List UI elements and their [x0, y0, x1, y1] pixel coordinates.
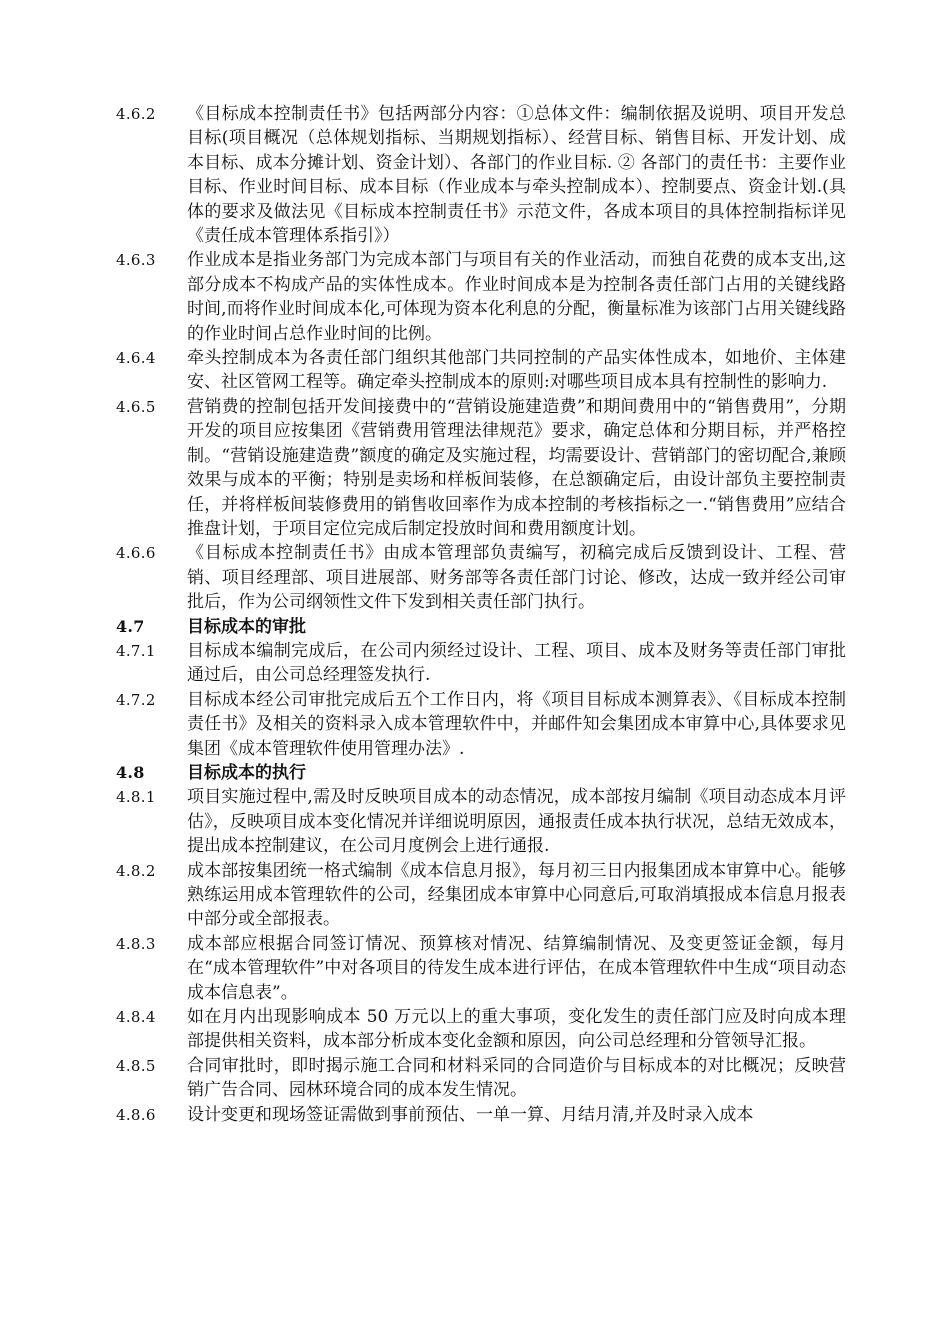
- clause-number: 4.7.1: [116, 641, 156, 660]
- clause-text: 合同审批时，即时揭示施工合同和材料采同的合同造价与目标成本的对比概况；反映营销广告合同、园林环境合同的成本发生情况。: [187, 1055, 846, 1101]
- section-number: 4.7: [116, 616, 145, 636]
- clause-text: 《目标成本控制责任书》包括两部分内容：①总体文件：编制依据及说明、项目开发总目标(项目概况（总体规划指标、当期规划指标）、经营目标、销售目标、开发计划、成本目标、成本分摊计划、资金计划）、各部门的作业目标. ② 各部门的责任书：主要作业目标、作业时间目标、成本目标（作业成本与牵头控制成本）、控制要点、资金计划.(具体的要求及做法见《目标成本控制责任书》示范文件，各成本项目的具体控制指标详见《责任成本管理体系指引》）: [187, 104, 846, 247]
- section-heading-4-8: [116, 761, 846, 785]
- clause-number: 4.8.4: [116, 1008, 156, 1027]
- section-number: 4.8: [116, 762, 145, 782]
- clause-text: 牵头控制成本为各责任部门组织其他部门共同控制的产品实体性成本，如地价、主体建安、社区管网工程等。确定牵头控制成本的原则:对哪些项目成本具有控制性的影响力.: [187, 348, 846, 393]
- clause-text: 作业成本是指业务部门为完成本部门与项目有关的作业活动，而独自花费的成本支出,这部分成本不构成产品的实体性成本。作业时间成本是为控制各责任部门占用的关键线路时间,而将作业时间成本化,可体现为资本化利息的分配，衡量标准为该部门占用关键线路的作业时间占总作业时间的比例。: [187, 250, 846, 344]
- clause-number: 4.8.6: [116, 1105, 156, 1124]
- clause-number: 4.8.2: [116, 861, 156, 880]
- clause-text: 成本部应根据合同签订情况、预算核对情况、结算编制情况、及变更签证金额，每月在“成本管理软件”中对各项目的待发生成本进行评估，在成本管理软件中生成“项目动态成本信息表”。: [187, 933, 846, 1003]
- clause-number: 4.8.1: [116, 788, 156, 807]
- clause-4-6-3: [116, 248, 846, 346]
- clause-4-6-6: [116, 541, 846, 614]
- clause-4-6-4: [116, 346, 846, 395]
- clause-number: 4.6.3: [116, 251, 156, 270]
- section-title: 目标成本的审批: [187, 616, 306, 637]
- clause-text: 项目实施过程中,需及时反映项目成本的动态情况，成本部按月编制《项目动态成本月评估》，反映项目成本变化情况并详细说明原因，通报责任成本执行状况，总结无效成本，提出成本控制建议，在公司月度例会上进行通报.: [187, 787, 846, 857]
- clause-4-8-2: [116, 859, 846, 932]
- clause-4-8-4: [116, 1005, 846, 1054]
- document-body: [116, 102, 846, 1127]
- clause-number: 4.6.4: [116, 349, 156, 368]
- clause-text: 营销费的控制包括开发间接费中的“营销设施建造费”和期间费用中的“销售费用”，分期开发的项目应按集团《营销费用管理法律规范》要求，确定总体和分期目标，并严格控制。“营销设施建造费”额度的确定及实施过程，均需要设计、营销部门的密切配合,兼顾效果与成本的平衡；特别是卖场和样板间装修，在总额确定后，由设计部负主要控制责任，并将样板间装修费用的销售收回率作为成本控制的考核指标之一.“销售费用”应结合推盘计划，于项目定位完成后制定投放时间和费用额度计划。: [187, 396, 846, 539]
- clause-text: 设计变更和现场签证需做到事前预估、一单一算、月结月清,并及时录入成本: [187, 1104, 754, 1125]
- clause-4-6-5: [116, 395, 846, 541]
- clause-number: 4.6.5: [116, 397, 156, 416]
- clause-4-8-5: [116, 1054, 846, 1103]
- clause-number: 4.8.3: [116, 934, 156, 953]
- clause-4-7-2: [116, 688, 846, 761]
- clause-number: 4.6.6: [116, 544, 156, 563]
- section-heading-4-7: [116, 615, 846, 639]
- clause-text: 目标成本编制完成后，在公司内须经过设计、工程、项目、成本及财务等责任部门审批通过后，由公司总经理签发执行.: [187, 640, 846, 686]
- clause-text: 成本部按集团统一格式编制《成本信息月报》，每月初三日内报集团成本审算中心。能够熟练运用成本管理软件的公司，经集团成本审算中心同意后,可取消填报成本信息月报表中部分或全部报表。: [187, 860, 846, 930]
- clause-4-7-1: [116, 639, 846, 688]
- clause-number: 4.7.2: [116, 690, 156, 709]
- clause-4-8-3: [116, 932, 846, 1005]
- clause-number: 4.6.2: [116, 105, 156, 123]
- clause-text: 目标成本经公司审批完成后五个工作日内，将《项目目标成本测算表》、《目标成本控制责任书》及相关的资料录入成本管理软件中，并邮件知会集团成本审算中心,具体要求见集团《成本管理软件使用管理办法》.: [187, 689, 846, 759]
- clause-text: 《目标成本控制责任书》由成本管理部负责编写，初稿完成后反馈到设计、工程、营销、项目经理部、项目进展部、财务部等各责任部门讨论、修改，达成一致并经公司审批后，作为公司纲领性文件下发到相关责任部门执行。: [187, 543, 846, 613]
- clause-text: 如在月内出现影响成本 50 万元以上的重大事项，变化发生的责任部门应及时向成本理部提供相关资料，成本部分析成本变化金额和原因，向公司总经理和分管领导汇报。: [187, 1007, 846, 1052]
- clause-4-8-6: [116, 1103, 846, 1127]
- clause-number: 4.8.5: [116, 1056, 156, 1075]
- clause-4-8-1: [116, 785, 846, 858]
- section-title: 目标成本的执行: [187, 762, 306, 783]
- clause-4-6-2: [116, 102, 846, 248]
